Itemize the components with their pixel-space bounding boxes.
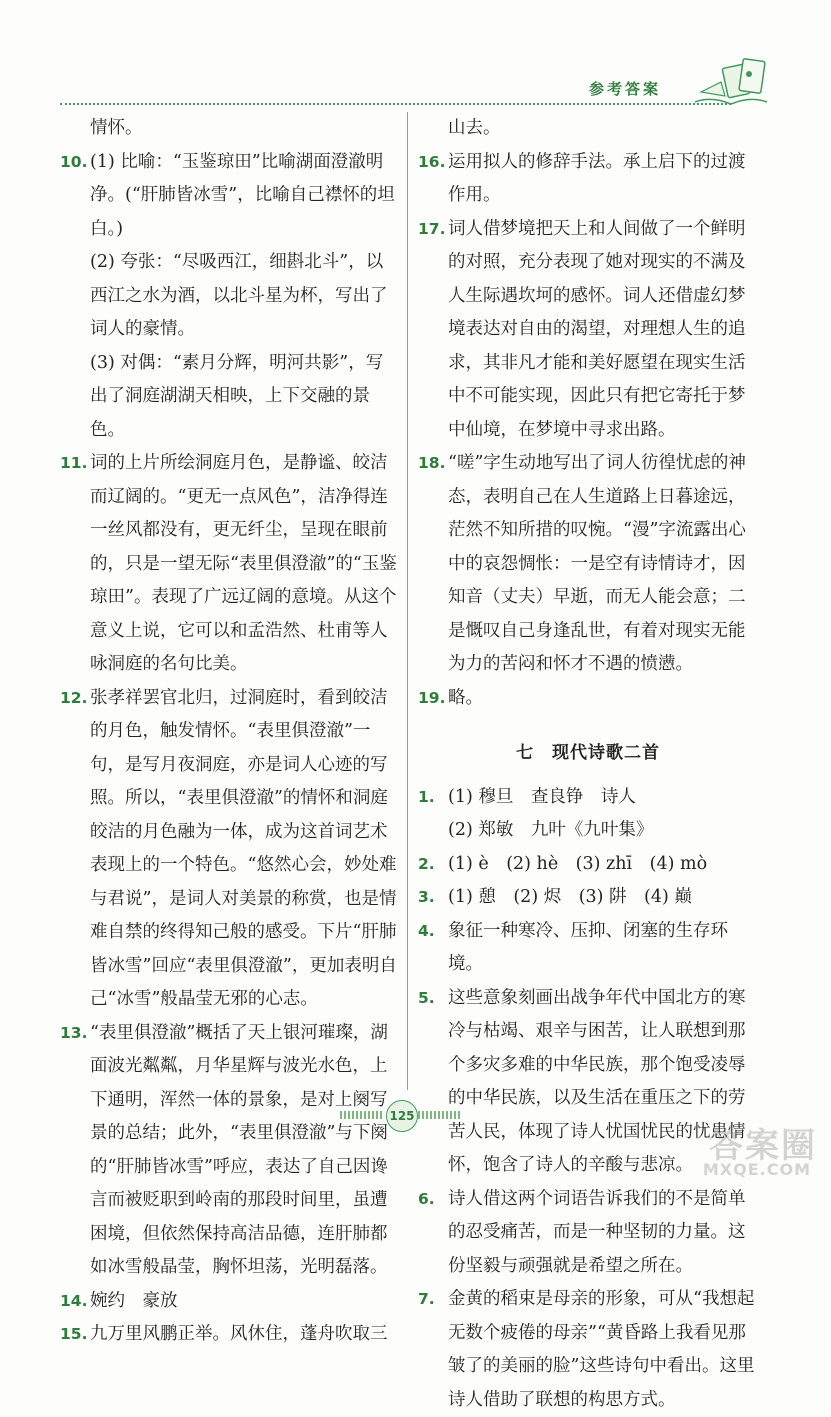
item-number: 7. [418,1290,435,1308]
answer-item [418,682,758,716]
answer-text: 运用拟人的修辞手法。承上启下的过渡作用。 [448,151,746,205]
left-column [60,112,400,1352]
page-header [60,0,771,130]
footer-stripe-left [340,1111,384,1119]
sub-answer: (3) 对偶：“素月分辉，明河共影”，写出了洞庭湖湖天相映，上下交融的景色。 [90,352,384,440]
books-icon [691,52,771,114]
item-number: 1. [418,787,435,806]
watermark-url: MXQE.COM [702,1160,811,1179]
item-number: 17. [418,219,446,238]
answer-text: “表里俱澄澈”概括了天上银河璀璨，湖面波光粼粼，月华星辉与波光水色，上下通明，浑然一体的景象，是对上阕写景的总结；此外，“表里俱澄澈”与下阕的“肝肺皆冰雪”呼应，表达了自己因谗言而被贬职到岭南的那段时间里，虽遭困境，但依然保持高洁品德，连肝肺都如冰雪般晶莹，胸怀坦荡，光明磊落。 [90,1022,388,1277]
answer-text: 象征一种寒冷、压抑、闭塞的生存环境。 [448,920,728,974]
answer-item [418,447,758,682]
sub-answer: (2) 夸张：“尽吸西江，细斟北斗”，以西江之水为酒，以北斗星为杯，写出了词人的豪情。 [90,252,388,339]
sub-answer: (1) 比喻：“玉鉴琼田”比喻湖面澄澈明净。(“肝肺皆冰雪”，比喻自己襟怀的坦白。) [90,151,395,239]
answer-text: 词的上片所绘洞庭月色，是静谧、皎洁而辽阔的。“更无一点风色”，洁净得连一丝风都没有，更无纤尘，呈现在眼前的，只是一望无际“表里俱澄澈”的“玉鉴琼田”。表现了广远辽阔的意境。从这个意义上说，它可以和孟浩然、杜甫等人咏洞庭的名句比美。 [90,453,397,674]
answer-item [60,1318,400,1352]
answer-item [418,915,758,982]
watermark [687,1118,817,1188]
item-number: 18. [418,454,446,472]
item-number: 10. [60,152,88,171]
answer-item [418,1183,758,1284]
footer-stripe-right [418,1111,462,1119]
item-number: 15. [60,1325,88,1343]
page-footer [340,1100,460,1130]
answer-item [60,447,400,682]
answer-text: 诗人借这两个词语告诉我们的不是简单的忍受痛苦，而是一种坚韧的力量。这份坚毅与顽强就是希望之所在。 [448,1188,746,1276]
item-number: 19. [418,688,446,707]
answer-item [60,1285,400,1319]
item-number: 3. [418,888,435,906]
header-title: 参考答案 [588,80,661,98]
sub-answer: (1) 穆旦 查良铮 诗人 [448,786,636,807]
item-number: 16. [418,152,446,171]
sub-answer: (2) 郑敏 九叶《九叶集》 [448,820,654,840]
item-number: 11. [60,454,88,472]
answer-text: 金黄的稻束是母亲的形象，可从“我想起无数个疲倦的母亲”“黄昏路上我看见那皱了的美丽的脸”这些诗句中看出。这里诗人借助了联想的构思方式。 [448,1289,755,1410]
answer-item [418,146,758,213]
answer-text: 词人借梦境把天上和人间做了一个鲜明的对照，充分表现了她对现实的不满及人生际遇坎坷的感怀。词人还借虚幻梦境表达对自由的渴望，对理想人生的追求，其非凡才能和美好愿望在现实生活中不可能实现，因此只有把它寄托于梦中仙境，在梦境中寻求出路。 [448,218,746,440]
section-title: 七 现代诗歌二首 [516,743,660,763]
answer-item [418,1283,758,1417]
answer-item [60,1017,400,1285]
item-number: 13. [60,1023,88,1042]
answer-text: 张孝祥罢官北归，过洞庭时，看到皎洁的月色，触发情怀。“表里俱澄澈”一句，是写月夜洞庭，亦是词人心迹的写照。所以，“表里俱澄澈”的情怀和洞庭皎洁的月色融为一体，成为这首词艺术表现上的一个特色。“悠然心会，妙处难与君说”，是词人对美景的称赏，也是情难自禁的终得知己般的感受。下片“肝肺皆冰雪”回应“表里俱澄澈”，更加表明自己“冰雪”般晶莹无邪的心志。 [90,687,397,1009]
answer-text: 这些意象刻画出战争年代中国北方的寒冷与枯竭、艰辛与困苦，让人联想到那个多灾多难的中华民族，那个饱受凌辱的中华民族，以及生活在重压之下的劳苦人民，体现了诗人忧国忧民的忧患情怀，饱含了诗人的辛酸与悲凉。 [448,987,746,1175]
answer-item [60,146,400,448]
watermark-logo-text: 答案圈 [709,1126,817,1166]
answer-item [418,881,758,915]
item-number: 5. [418,988,435,1007]
answer-text: 略。 [448,687,483,708]
continued-text: 山去。 [448,118,501,138]
header-dotted-rule [60,103,731,105]
item-number: 6. [418,1189,435,1208]
item-number: 12. [60,688,88,707]
answer-text: “嗟”字生动地写出了词人彷徨忧虑的神态，表明自己在人生道路上日暮途远，茫然不知所措的叹惋。“漫”字流露出心中的哀怨惆怅：一是空有诗情诗才，因知音（丈夫）早逝，而无人能会意；二是慨叹自己身逢乱世，有着对现实无能为力的苦闷和怀才不遇的愤懑。 [448,453,746,674]
item-number: 14. [60,1291,88,1310]
answer-text: (1) è (2) hè (3) zhī (4) mò [448,853,708,874]
item-number: 2. [418,854,435,873]
answer-item [418,781,758,848]
answer-item [60,682,400,1017]
answer-item [418,848,758,882]
answer-text: 婉约 豪放 [90,1290,178,1311]
answer-text: (1) 憩 (2) 烬 (3) 阱 (4) 巅 [448,887,692,907]
column-divider [407,112,408,1090]
page-number: 125 [386,1100,418,1132]
item-number: 4. [418,921,435,940]
answer-text: 九万里风鹏正举。风休住，蓬舟吹取三 [90,1324,388,1344]
answer-item [418,213,758,448]
continued-text: 情怀。 [90,118,143,138]
right-column [418,112,758,1417]
